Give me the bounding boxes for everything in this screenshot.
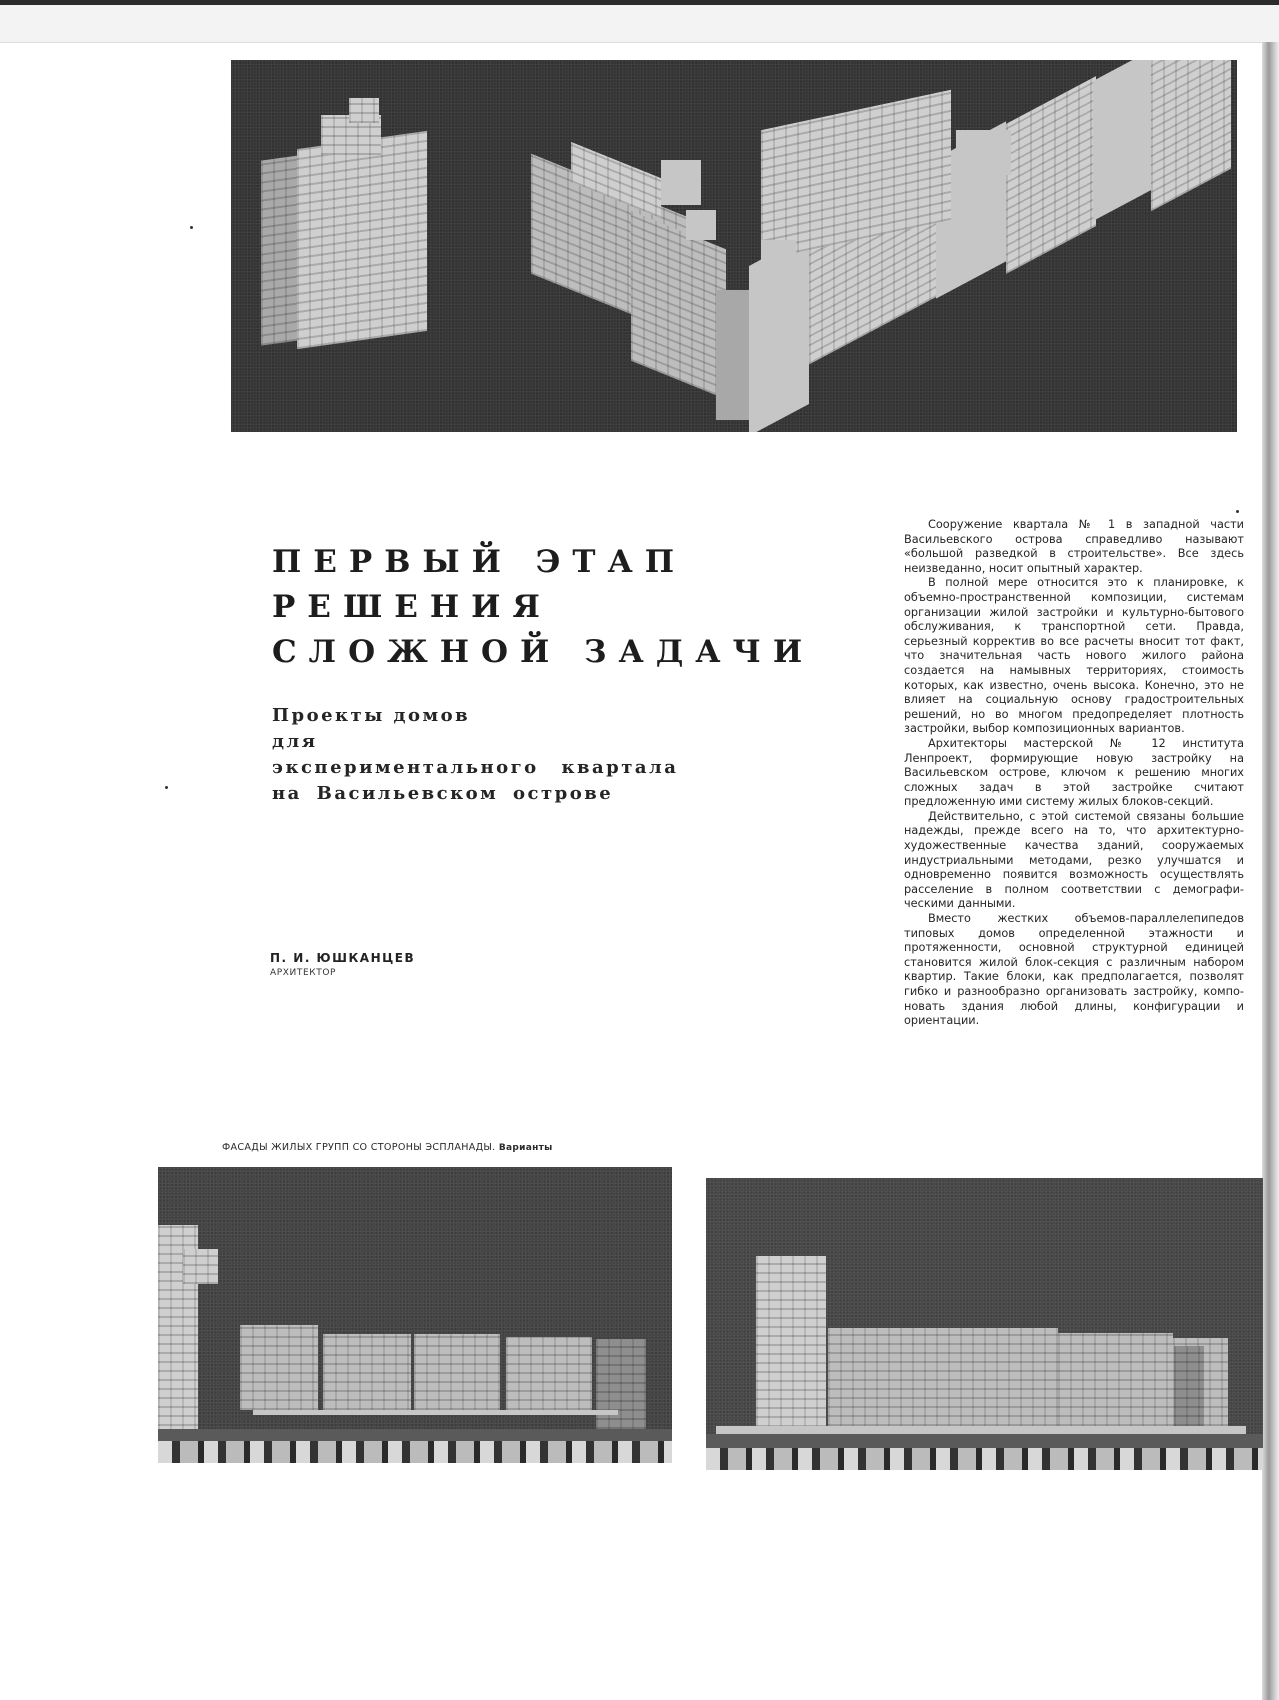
embankment <box>706 1434 1263 1448</box>
model-block <box>297 131 427 349</box>
model-cube <box>956 130 1011 175</box>
scan-speck <box>165 786 168 789</box>
title-line: ПЕРВЫЙ ЭТАП <box>272 544 686 580</box>
figure-caption <box>222 1142 553 1153</box>
facade-variant-2-photo <box>706 1178 1263 1470</box>
facade-section <box>414 1334 500 1410</box>
water <box>706 1448 1263 1470</box>
facade-variant-1-photo <box>158 1167 672 1463</box>
subtitle-line: экспериментального квартала <box>272 757 679 778</box>
author-role: АРХИТЕКТОР <box>270 968 337 978</box>
paragraph: Сооружение квартала № 1 в западной части Васильевского острова справедливо называют «большой разведкой в строительстве». Все здесь неизведанно, носит опытный характер. <box>904 518 1244 575</box>
podium <box>253 1410 618 1415</box>
facade-section <box>240 1325 318 1410</box>
paragraph: Действительно, с этой системой связаны большие надежды, прежде всего на то, что архитектурно-художественные качества зданий, сооружаемых индустриальными методами, резко улучшатся и одновременно появится возможность осуществлять расселение в полном соответствии с демографическими данными. <box>904 809 1244 911</box>
facade-section <box>596 1339 646 1429</box>
podium <box>716 1426 1246 1434</box>
tower-block <box>756 1256 826 1436</box>
facade-section <box>1174 1346 1204 1426</box>
paragraph: В полной мере относится это к планировке, к объемно-пространственной композиции, системам организации жилой застройки и культурно-бытового обслуживания, к транспортной сети. Правда, серьезный корректив во все расчеты вносит тот факт, что значительная часть нового жилого района создается на намывных территориях, стоимость которых, как известно, очень высока. Конечно, это не влияет на социальную основу градостроительных решений, но во многом предопределяет плотность застройки, выбор композиционных вариантов. <box>904 576 1244 736</box>
model-block <box>1006 76 1096 274</box>
article-title <box>272 540 815 675</box>
article-body <box>904 518 1244 1029</box>
water <box>158 1441 672 1463</box>
model-cube <box>686 210 716 240</box>
top-model-photo <box>231 60 1237 432</box>
scan-speck <box>1236 510 1239 513</box>
page-binding-edge <box>1262 42 1279 1700</box>
facade-section <box>828 1328 948 1426</box>
title-line: СЛОЖНОЙ ЗАДАЧИ <box>272 634 815 670</box>
model-block <box>1151 60 1231 211</box>
model-block <box>716 290 750 420</box>
article-subtitle <box>272 703 712 807</box>
title-line: РЕШЕНИЯ <box>272 589 552 625</box>
paragraph: Вместо жестких объемов-параллелепипедов типовых домов определенной этажности и протяженности, основной структурной единицей становится жилой блок-секция с различным набором квартир. Такие блоки, как предполагается, позволят гибко и разнообразно организовать застройку, компоновать здания любой длины, конфигурации и ориентации. <box>904 912 1244 1028</box>
paragraph: Архитекторы мастерской № 12 института Ленпроект, формирующие новую застройку на Васильевском острове, ключом к решению многих сложных задач в этой застройке считают предложенную ими систему жилых блоков-секций. <box>904 736 1244 809</box>
subtitle-line: Проекты домов <box>272 705 471 726</box>
model-block <box>261 155 299 345</box>
author-name: П. И. ЮШКАНЦЕВ <box>270 951 416 965</box>
scan-speck <box>190 226 193 229</box>
subtitle-line: на Васильевском острове <box>272 783 614 804</box>
tower-block <box>183 1249 218 1284</box>
model-block <box>349 98 379 123</box>
model-block <box>1093 60 1153 221</box>
caption-suffix: Варианты <box>498 1143 553 1153</box>
facade-section <box>1058 1333 1173 1426</box>
model-cube <box>661 160 701 205</box>
subtitle-line: для <box>272 731 318 752</box>
facade-section <box>323 1334 411 1410</box>
facade-section <box>506 1337 592 1410</box>
model-cube <box>761 240 796 275</box>
caption-main: ФАСАДЫ ЖИЛЫХ ГРУПП СО СТОРОНЫ ЭСПЛАНАДЫ. <box>222 1142 496 1153</box>
facade-section <box>948 1328 1058 1426</box>
embankment <box>158 1429 672 1441</box>
scan-top-band <box>0 5 1279 43</box>
